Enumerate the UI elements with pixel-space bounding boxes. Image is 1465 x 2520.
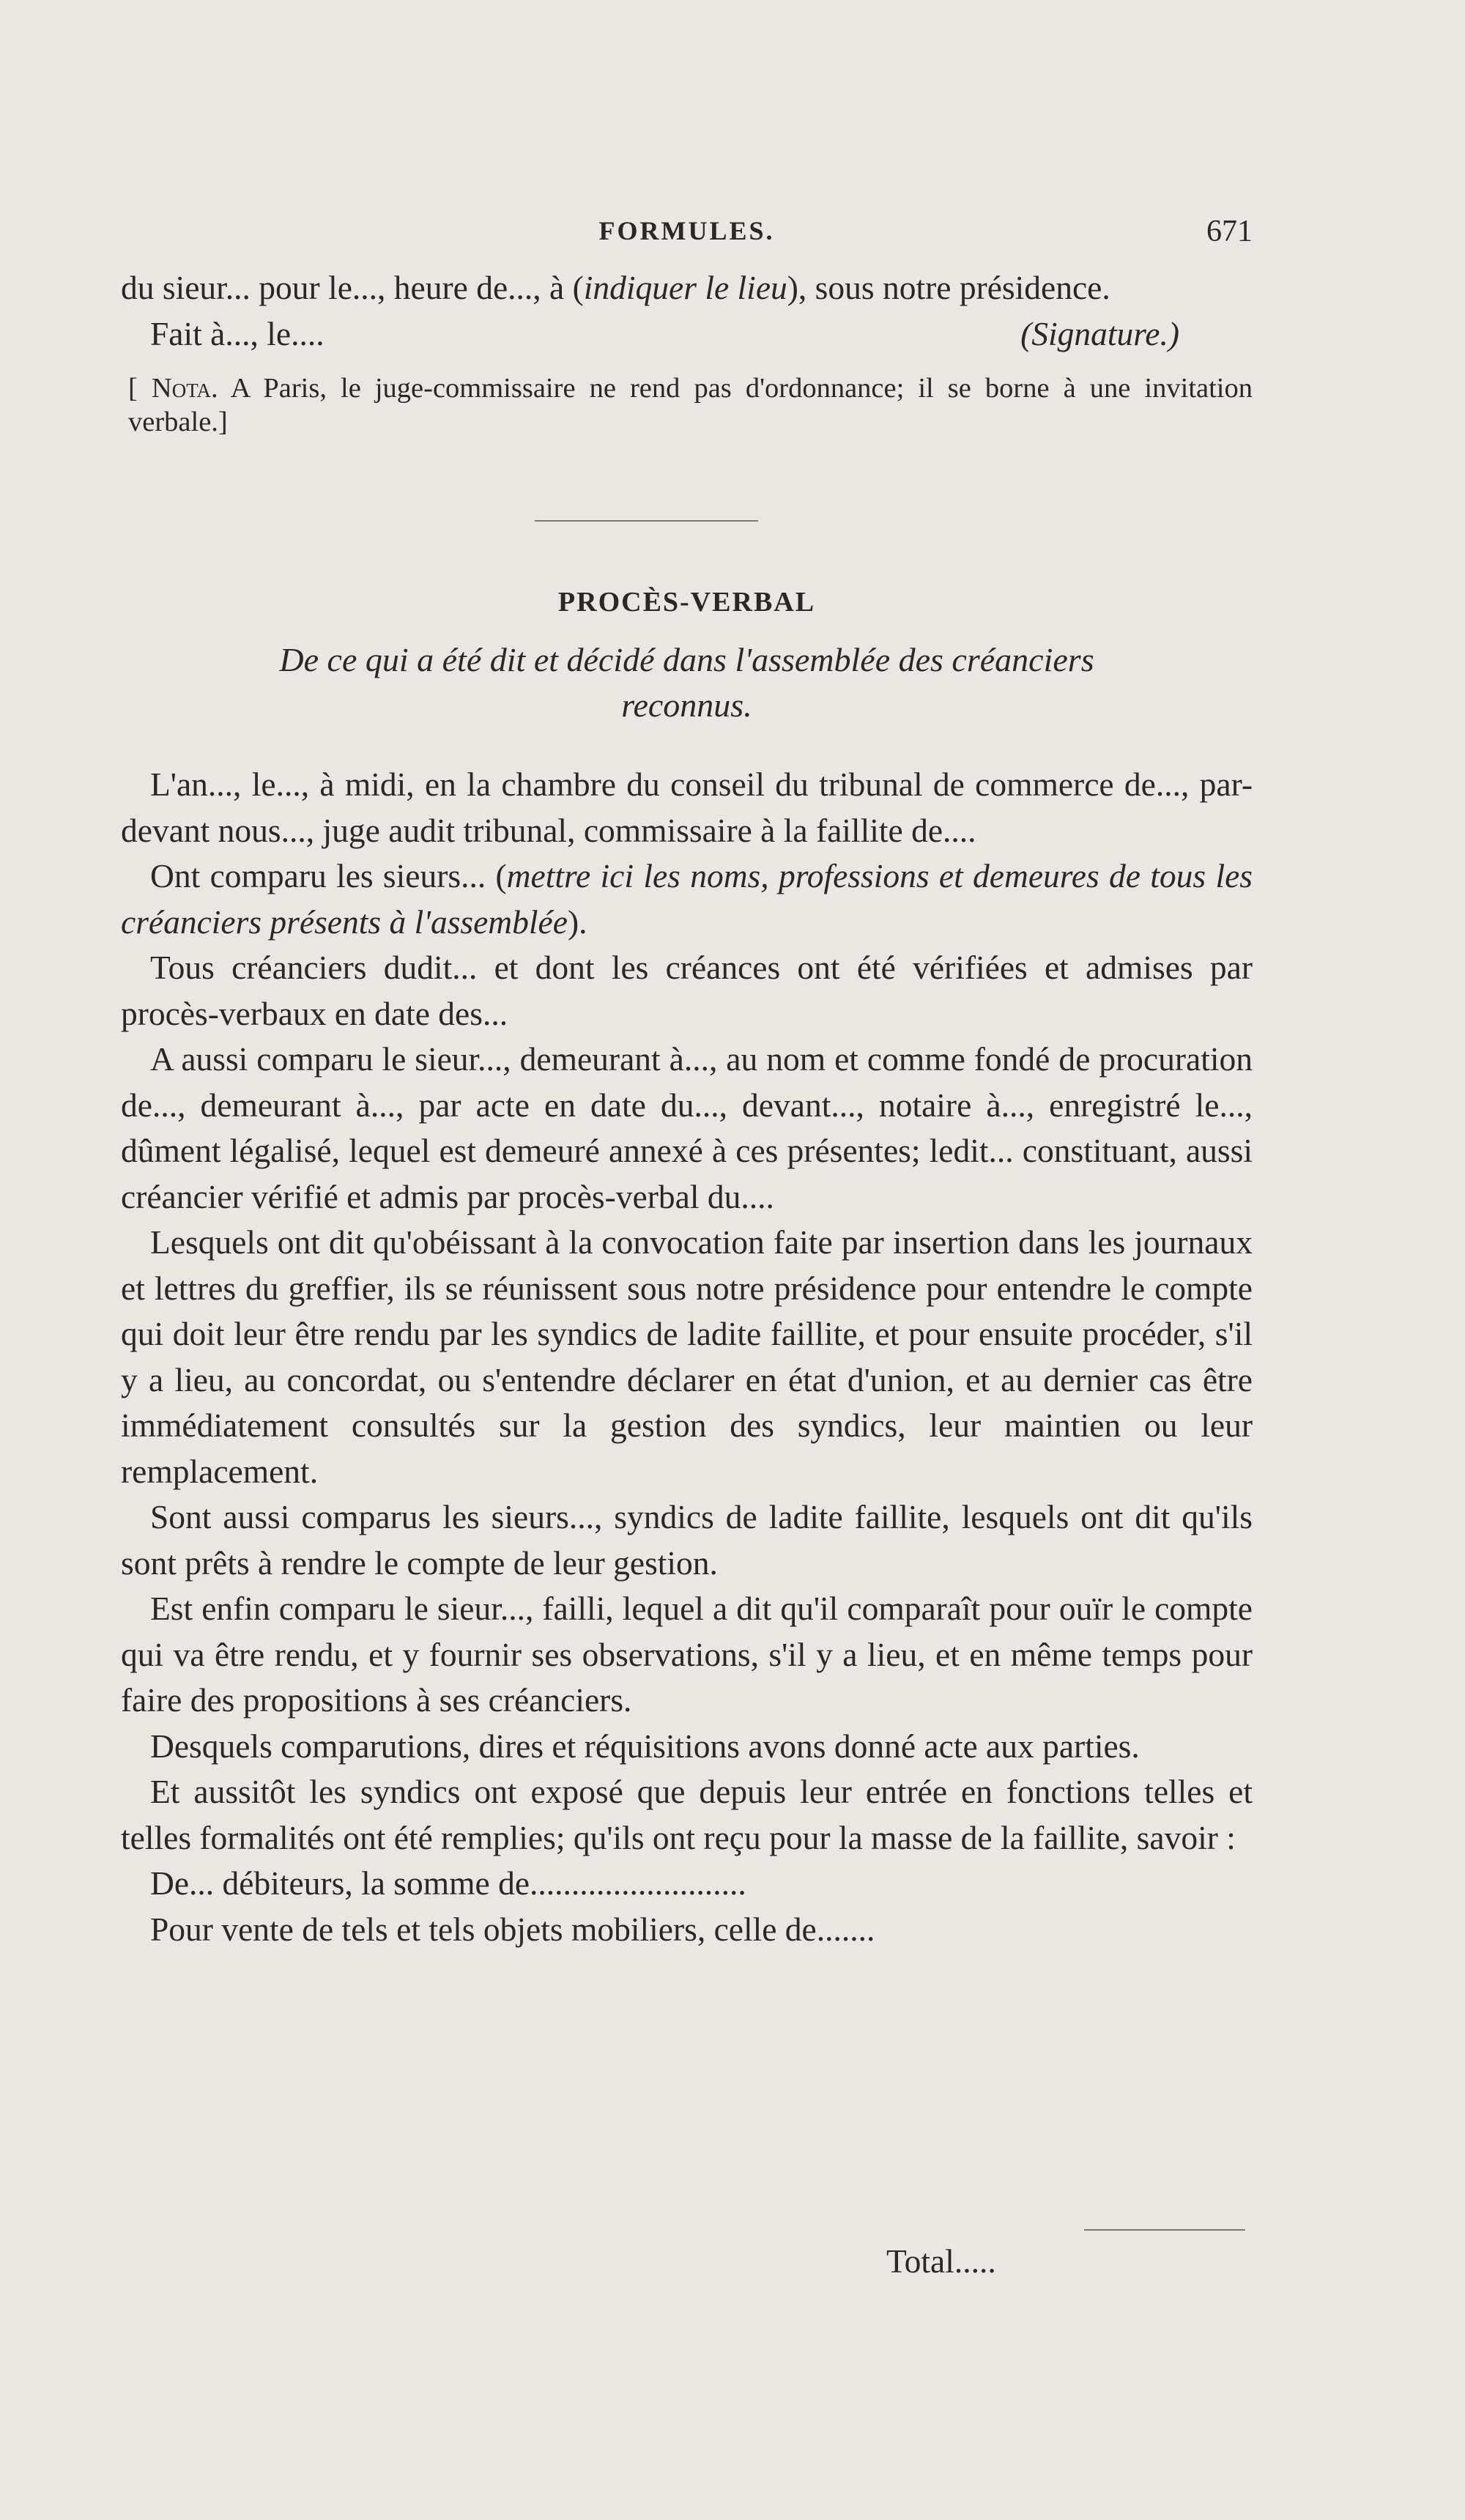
page-number: 671: [1206, 215, 1253, 248]
line-debtors: De... débiteurs, la somme de..........................: [150, 1864, 746, 1902]
continuation-italic: indiquer le lieu: [583, 269, 787, 306]
subtitle-line-2: reconnus.: [621, 686, 752, 724]
continuation-text: du sieur... pour le..., heure de..., à (: [121, 269, 584, 306]
total-rule: [1084, 2229, 1245, 2231]
top-block: [121, 265, 1253, 439]
paragraph-proxy: A aussi comparu le sieur..., demeurant à..., au nom et comme fondé de procuration de..., demeurant à..., par acte en date du..., devant..., notaire à..., enregistré le..., dûment légalisé, lequel est demeuré annexé à ces présentes; ledit... constituant, aussi créancier vérifié et admis par procès-verbal du....: [121, 1040, 1253, 1215]
paragraph-syndics-report: Et aussitôt les syndics ont exposé que depuis leur entrée en fonctions telles et telles formalités ont été remplies; qu'ils ont reçu pour la masse de la faillite, savoir :: [121, 1773, 1253, 1856]
paragraph-bankrupt: Est enfin comparu le sieur..., failli, lequel a dit qu'il comparaît pour ouïr le compte qui va être rendu, et y fournir ses observations, s'il y a lieu, et en même temps pour faire des propositions à ses créanciers.: [121, 1590, 1253, 1719]
appearances-italic: mettre ici les noms, professions et demeures de tous les créanciers présents à l'assemblée: [121, 857, 1253, 941]
continuation-paragraph: [121, 265, 1253, 311]
note: [121, 371, 1253, 439]
signature-row: [121, 311, 1253, 357]
appearances-end: ).: [567, 903, 587, 941]
paragraph-acknowledgement: Desquels comparutions, dires et réquisitions avons donné acte aux parties.: [150, 1727, 1140, 1765]
done-at: Fait à..., le....: [150, 314, 324, 352]
total-line: Total.....: [886, 2242, 996, 2280]
paragraph-creditors: Tous créanciers dudit... et dont les créances ont été vérifiées et admises par procès-verbaux en date des...: [121, 949, 1253, 1032]
running-title: FORMULES.: [598, 216, 775, 245]
continuation-end: ), sous notre présidence.: [787, 269, 1110, 306]
note-open: [: [128, 373, 138, 404]
note-text: A Paris, le juge-commissaire ne rend pas d'ordonnance; il se borne à une invitation verbale.]: [128, 373, 1253, 437]
line-sale: Pour vente de tels et tels objets mobiliers, celle de.......: [150, 1910, 875, 1948]
signature-label: (Signature.): [1020, 314, 1179, 352]
appearances-text: Ont comparu les sieurs... (: [150, 857, 507, 894]
page-header: [121, 214, 1253, 251]
subtitle-line-1: De ce qui a été dit et décidé dans l'assemblée des créanciers: [279, 641, 1094, 678]
minutes-body: [121, 762, 1253, 1952]
section-divider: [535, 520, 758, 522]
paragraph-syndics: Sont aussi comparus les sieurs..., syndics de ladite faillite, lesquels ont dit qu'ils sont prêts à rendre le compte de leur gestion.: [121, 1498, 1253, 1582]
section-title: PROCÈS-VERBAL: [557, 587, 816, 618]
paragraph-opening: L'an..., le..., à midi, en la chambre du conseil du tribunal de commerce de..., par-devant nous..., juge audit tribunal, commissaire à la faillite de....: [121, 766, 1253, 849]
paragraph-appearances: [121, 853, 1253, 945]
paragraph-convocation: Lesquels ont dit qu'obéissant à la convocation faite par insertion dans les journaux et lettres du greffier, ils se réunissent sous notre présidence pour entendre le compte qui doit leur être rendu par les syndics de ladite faillite, et pour ensuite procéder, s'il y a lieu, au concordat, ou s'entendre déclarer en état d'union, et au dernier cas être immédiatement consultés sur la gestion des syndics, leur maintien ou leur remplacement.: [121, 1223, 1253, 1490]
note-label: Nota.: [151, 373, 218, 404]
